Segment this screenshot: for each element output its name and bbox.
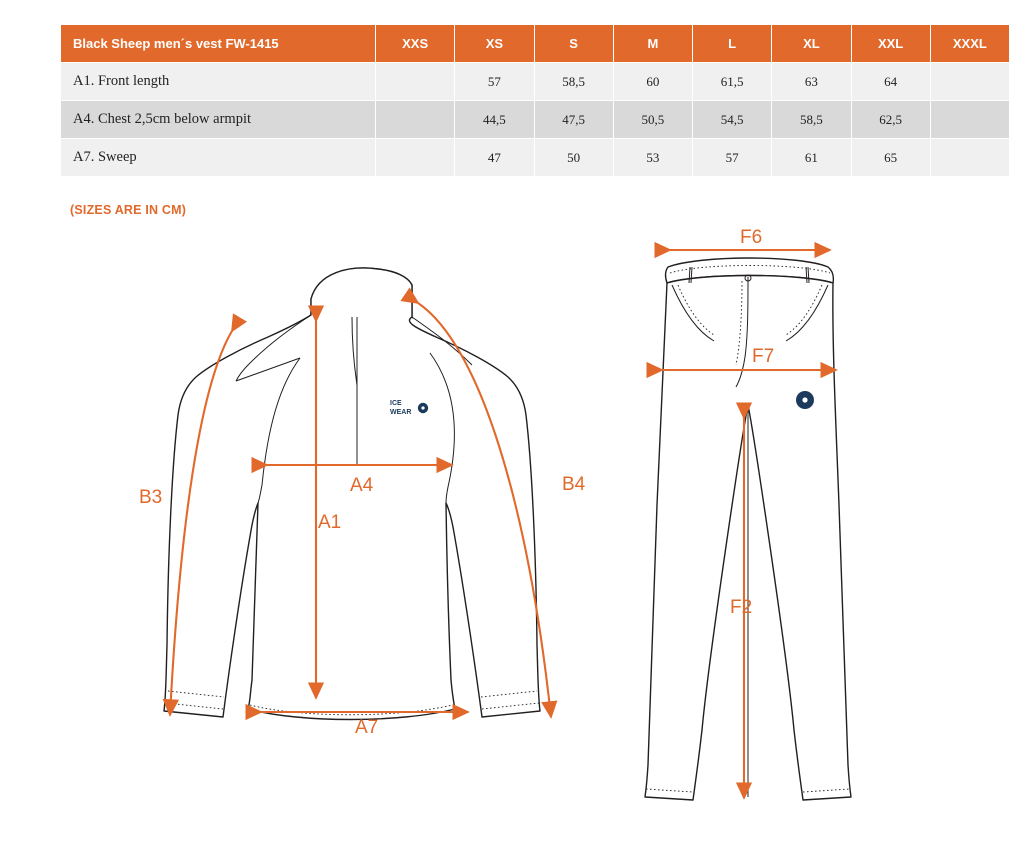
- brand-logo-line1: ICE: [390, 400, 402, 407]
- cell-a4-xl: 58,5: [772, 101, 851, 139]
- table-body: [61, 63, 1010, 177]
- snowflake-icon: [418, 403, 428, 413]
- measure-label-b3: B3: [139, 487, 163, 508]
- cell-a4-xxs: [376, 101, 455, 139]
- cell-a7-l: 57: [693, 139, 772, 177]
- cell-a4-l: 54,5: [693, 101, 772, 139]
- row-label-a1: A1. Front length: [61, 63, 376, 101]
- table-title-cell: Black Sheep men´s vest FW-1415: [61, 25, 376, 63]
- column-header-s: S: [534, 25, 613, 63]
- cell-a1-xxl: 64: [851, 63, 930, 101]
- table-header-row: [61, 25, 1010, 63]
- cell-a7-xl: 61: [772, 139, 851, 177]
- measure-label-f2: F2: [730, 597, 753, 618]
- row-label-a7: A7. Sweep: [61, 139, 376, 177]
- cell-a7-s: 50: [534, 139, 613, 177]
- cell-a7-xs: 47: [455, 139, 534, 177]
- row-label-a4: A4. Chest 2,5cm below armpit: [61, 101, 376, 139]
- column-header-xxs: XXS: [376, 25, 455, 63]
- column-header-xxxl: XXXL: [930, 25, 1009, 63]
- cell-a1-xs: 57: [455, 63, 534, 101]
- cell-a1-s: 58,5: [534, 63, 613, 101]
- size-chart-table: [60, 24, 1010, 177]
- cell-a4-xs: 44,5: [455, 101, 534, 139]
- measure-label-a4: A4: [350, 475, 374, 496]
- snowflake-badge-icon: [796, 391, 814, 409]
- measure-label-f7: F7: [752, 346, 775, 367]
- table-row: [61, 63, 1010, 101]
- column-header-xxl: XXL: [851, 25, 930, 63]
- column-header-l: L: [693, 25, 772, 63]
- measure-label-a7: A7: [355, 717, 379, 738]
- pants-illustration: [645, 227, 851, 800]
- measure-label-b4: B4: [562, 474, 586, 495]
- cell-a1-m: 60: [613, 63, 692, 101]
- cell-a7-m: 53: [613, 139, 692, 177]
- measurement-diagrams: [0, 225, 1031, 845]
- column-header-xl: XL: [772, 25, 851, 63]
- cell-a7-xxs: [376, 139, 455, 177]
- cell-a1-xxs: [376, 63, 455, 101]
- column-header-m: M: [613, 25, 692, 63]
- cell-a7-xxxl: [930, 139, 1009, 177]
- cell-a4-m: 50,5: [613, 101, 692, 139]
- table-header: [61, 25, 1010, 63]
- units-note: (SIZES ARE IN CM): [70, 203, 187, 217]
- cell-a1-xl: 63: [772, 63, 851, 101]
- cell-a4-s: 47,5: [534, 101, 613, 139]
- measure-label-a1: A1: [318, 512, 342, 533]
- cell-a1-xxxl: [930, 63, 1009, 101]
- table-row: [61, 139, 1010, 177]
- measure-label-f6: F6: [740, 227, 763, 248]
- cell-a4-xxxl: [930, 101, 1009, 139]
- cell-a1-l: 61,5: [693, 63, 772, 101]
- cell-a4-xxl: 62,5: [851, 101, 930, 139]
- size-chart-table-container: [60, 24, 1010, 177]
- table-row: [61, 101, 1010, 139]
- brand-logo-line2: WEAR: [390, 409, 412, 416]
- jacket-illustration: [139, 268, 586, 738]
- column-header-xs: XS: [455, 25, 534, 63]
- cell-a7-xxl: 65: [851, 139, 930, 177]
